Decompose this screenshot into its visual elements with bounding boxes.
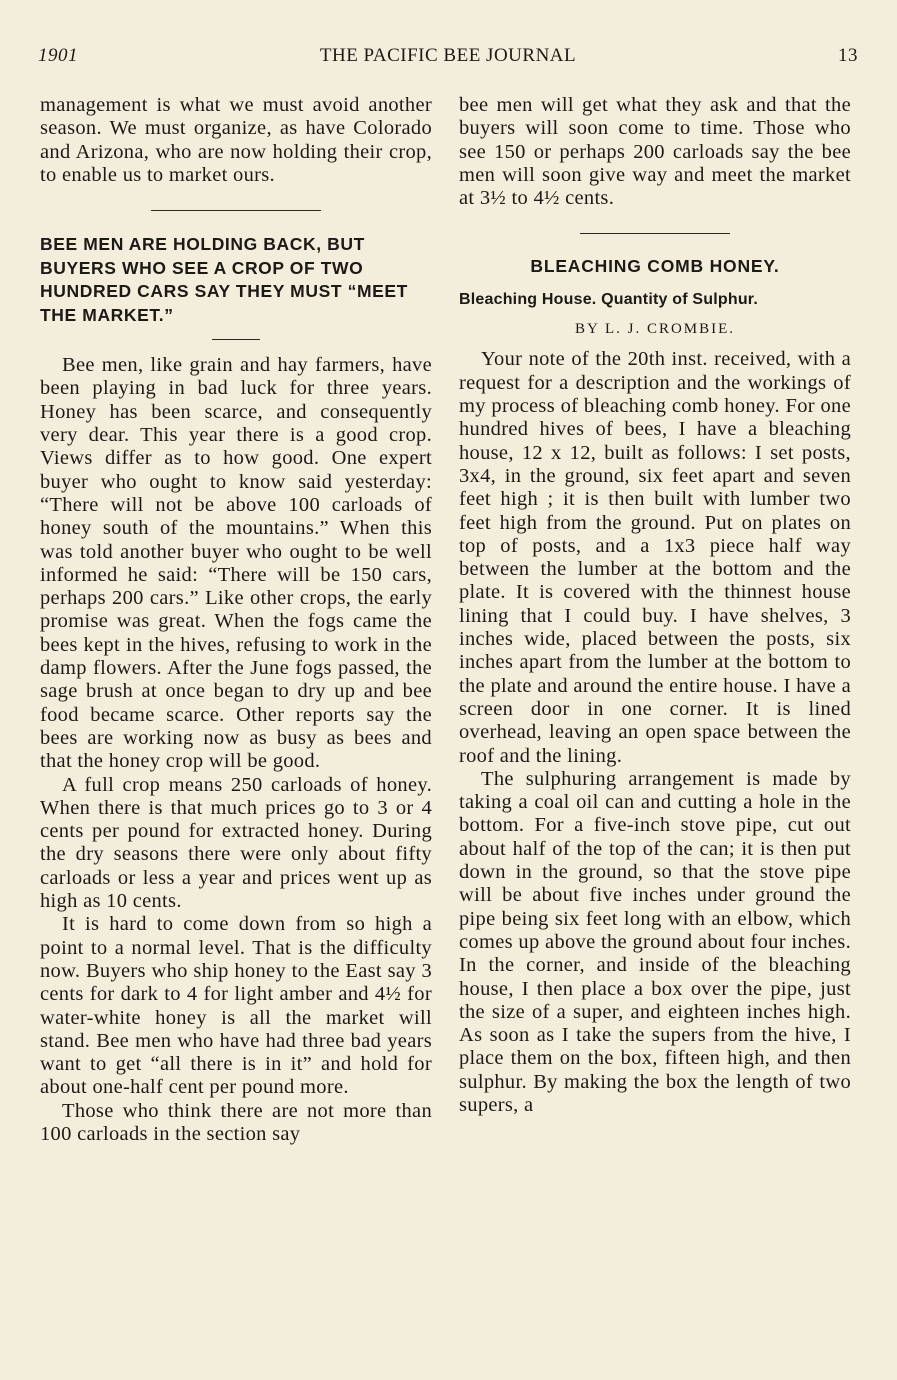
- continuation-paragraph: bee men will get what they ask and that the buyers will soon come to time. Those who see 150 or perhaps 200 carloads say the bee men will soon give way and meet the market at 3½ to 4½ cents.: [459, 94, 851, 210]
- section-title: BLEACHING COMB HONEY.: [530, 256, 780, 277]
- journal-title: THE PACIFIC BEE JOURNAL: [319, 45, 577, 66]
- page-header: [38, 45, 858, 73]
- byline: BY L. J. CROMBIE.: [574, 321, 736, 338]
- article-paragraph: Those who think there are not more than 100 carloads in the section say: [40, 1099, 432, 1145]
- article-paragraph: The sulphuring arrangement is made by taking a coal oil can and cutting a hole in the bottom. For a five-inch stove pipe, cut out about half of the top of the can; it is then put down in the ground, so that the stove pipe will be about five inches under ground the pipe being six feet long with an elbow, which comes up above the ground about four inches. In the corner, and inside of the bleaching house, I then place a box over the pipe, just the size of a super, and eighteen inches high. As soon as I take the supers from the hive, I place them on the box, fifteen high, and then sulphur. By making the box the length of two supers, a: [459, 767, 851, 1116]
- article-paragraph: It is hard to come down from so high a point to a normal level. That is the difficulty now. Buyers who ship honey to the East say 3 cents for dark to 4 for light amber and 4½ for water-white honey is all the market will stand. Bee men who have had three bad years want to get “all there is in it” and hold for about one-half cent per pound more.: [40, 913, 432, 1099]
- page-number: 13: [838, 45, 858, 66]
- article-paragraph: Your note of the 20th inst. received, with a request for a description and the workings of my process of bleaching comb honey. For one hundred hives of bees, I have a bleaching house, 12 x 12, built as follows: I set posts, 3x4, in the ground, six feet apart and seven feet high ; it is then built with lumber two feet high from the ground. Put on plates on top of posts, and a 1x3 piece half way between the lumber at the bottom and the plate. It is covered with the thinnest house lining that I could buy. I have shelves, 3 inches wide, placed between the posts, six inches apart from the lumber at the bottom to the plate and around the entire house. I have a screen door in one corner. It is lined overhead, leaving an open space between the roof and the lining.: [459, 348, 851, 767]
- article-headline: BEE MEN ARE HOLDING BACK, BUT BUYERS WHO SEE A CROP OF TWO HUNDRED CARS SAY THEY MUST “MEET THE MARKET.”: [40, 234, 408, 325]
- intro-paragraph: management is what we must avoid another season. We must organize, as have Colorado and Arizona, who are now holding their crop, to enable us to market ours.: [40, 94, 432, 186]
- article-paragraph: A full crop means 250 carloads of honey. When there is that much prices go to 3 or 4 cents per pound for extracted honey. During the dry seasons there were only about fifty carloads or less a year and prices went up as high as 10 cents.: [40, 773, 432, 913]
- section-divider: [151, 210, 321, 211]
- article-paragraph: Bee men, like grain and hay farmers, have been playing in bad luck for three years. Honey has been scarce, and consequently very dear. This year there is a good crop. Views differ as to how good. One expert buyer who ought to know said yesterday: “There will not be above 100 carloads of honey south of the mountains.” When this was told another buyer who ought to be well informed he said: “There will be 150 cars, perhaps 200 cars.” Like other crops, the early promise was great. When the fogs came the bees kept in the hives, refusing to work in the damp flowers. After the June fogs passed, the sage brush at once began to dry up and bee food became scarce. Other reports say the bees are working now as busy as bees and that the honey crop will be good.: [40, 354, 432, 773]
- right-column: [459, 94, 851, 1117]
- left-column: [40, 94, 432, 1146]
- section-divider: [580, 233, 730, 234]
- issue-year: 1901: [38, 45, 78, 66]
- headline-divider: [212, 339, 260, 340]
- article-subhead: Bleaching House. Quantity of Sulphur.: [459, 291, 758, 309]
